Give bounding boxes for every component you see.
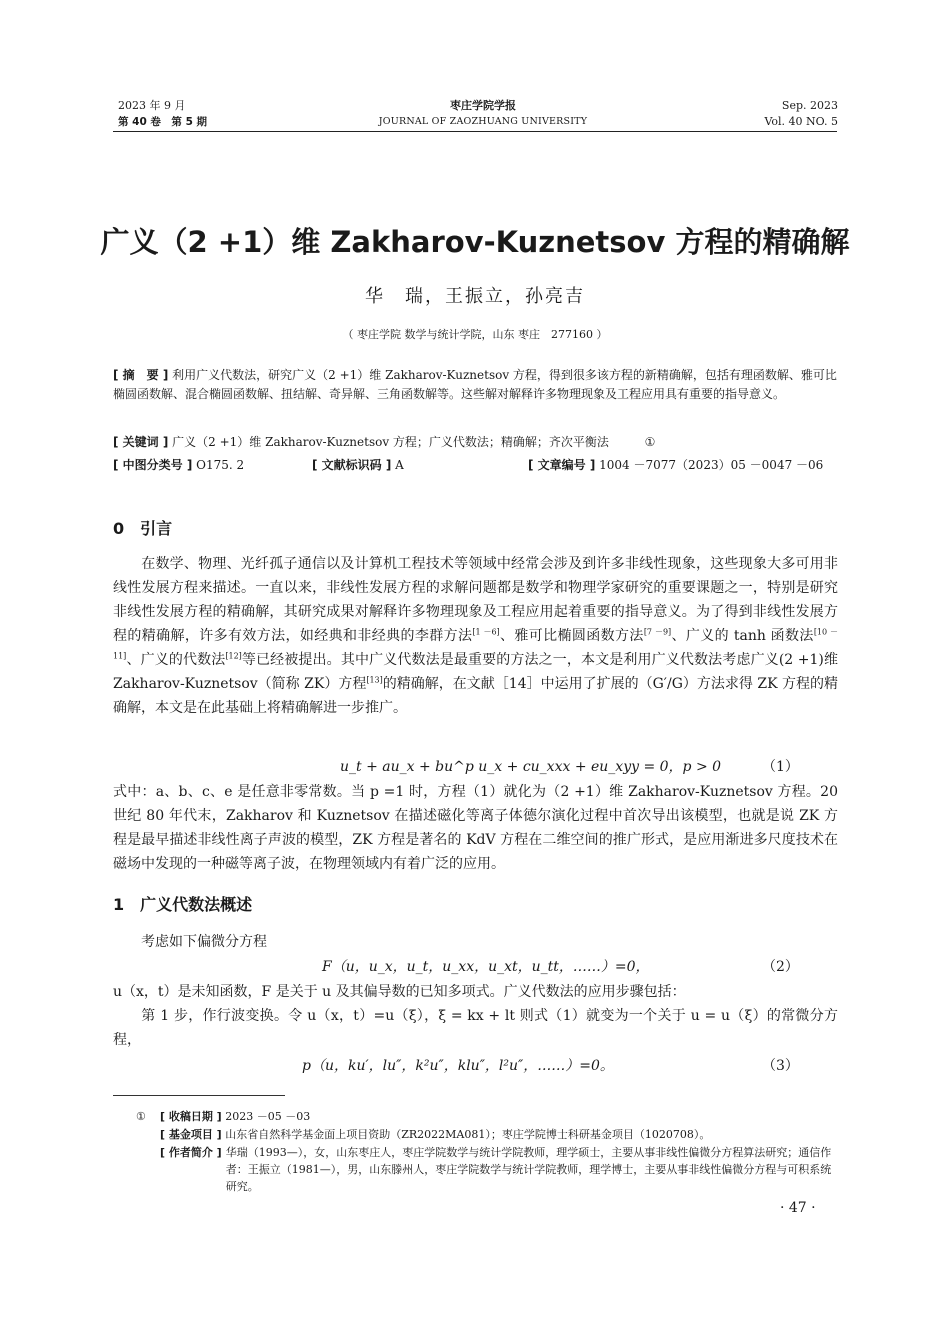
equation-2: F（u，u_x，u_t，u_xx，u_xt，u_tt，……）=0， xyxy=(322,959,650,975)
fund-label: [ 基金项目 ] xyxy=(160,1128,222,1141)
keywords-text: 广义（2 +1）维 Zakharov-Kuznetsov 方程；广义代数法；精确解；齐次平衡法 xyxy=(172,435,609,449)
abstract xyxy=(113,366,838,404)
equation-2-number: （2） xyxy=(762,959,799,975)
citation-7-9: [7 －9] xyxy=(643,627,672,637)
citation-1-6: [1 －6] xyxy=(472,627,500,637)
header-center xyxy=(330,98,636,130)
doc-code-value: A xyxy=(395,458,404,472)
journal-name-cn: 枣庄学院学报 xyxy=(450,99,516,112)
received-label: [ 收稿日期 ] xyxy=(160,1110,222,1123)
section-1-paragraph-2: u（x，t）是未知函数，F 是关于 u 及其偏导数的已知多项式。广义代数法的应用步骤包括： xyxy=(113,984,686,1000)
keywords-footnote-mark: ① xyxy=(644,435,656,449)
page-number: · 47 · xyxy=(780,1200,816,1216)
article-affiliation: （ 枣庄学院 数学与统计学院，山东 枣庄 277160 ） xyxy=(342,328,608,341)
document-code xyxy=(312,456,532,475)
section-1-heading: 1 广义代数法概述 xyxy=(113,895,253,914)
header-date-en: Sep. 2023 xyxy=(781,99,838,112)
footnote-rule xyxy=(113,1095,285,1096)
section-0-heading: 0 引言 xyxy=(113,519,173,538)
section-0-paragraph-2: 式中：a、b、c、e 是任意非零常数。当 p =1 时，方程（1）就化为（2 +1）维 Zakharov-Kuznetsov 方程。20 世纪 80 年代末，Zakharov 和 Kuznetsov 在描述磁化等离子体德尔演化过程中首次导出该模型，也就是说 ZK 方程是最早描述非线性离子声波的模型，ZK 方程是著名的 KdV 方程在二维空间的推广形式，是应用渐进多尺度技术在磁场中发现的一种磁等离子波，在物理领域内有着广泛的应用。 xyxy=(113,784,838,872)
footnote-received xyxy=(160,1108,838,1125)
fund-text: 山东省自然科学基金面上项目资助（ZR2022MA081）；枣庄学院博士科研基金项目（1020708）。 xyxy=(225,1128,711,1141)
citation-13: [13] xyxy=(366,675,383,685)
citation-10-11: [10 －11] xyxy=(113,627,839,661)
section-1-intro: 考虑如下偏微分方程 xyxy=(141,934,267,950)
clc-value: O175. 2 xyxy=(196,458,245,472)
footnote-author xyxy=(160,1144,838,1195)
journal-name-en: JOURNAL OF ZAOZHUANG UNIVERSITY xyxy=(378,116,588,127)
header-left xyxy=(118,98,207,130)
intro-text-d: 、广义的代数法 xyxy=(126,652,226,668)
intro-text-f: 的精确解，在文献［14］中运用了扩展的（G′/G）方法求得 ZK 方程的精确解，本文是在此基础上将精确解进一步推广。 xyxy=(113,676,839,716)
abstract-label: [ 摘 要 ] xyxy=(113,368,169,382)
footnote-fund xyxy=(160,1126,838,1143)
keywords-label: [ 关键词 ] xyxy=(113,435,169,449)
intro-text-b: 、雅可比椭圆函数方法 xyxy=(499,628,644,644)
step-1-text: 第 1 步，作行波变换。令 u（x，t）=u（ξ），ξ = kx + lt 则式（1）就变为一个关于 u = u（ξ）的常微分方程， xyxy=(113,1008,838,1048)
header-volume-en: Vol. 40 NO. 5 xyxy=(764,115,838,128)
equation-3: p（u，ku′，lu″，k²u″，klu″，l²u″，……）=0。 xyxy=(302,1058,614,1074)
article-authors: 华 瑞，王振立，孙亮吉 xyxy=(365,286,585,307)
intro-text-e: 等已经被提出。其中广义代数法是最重要的方法之一，本文是利用广义代数法考虑广义(2 +1)维 Zakharov-Kuznetsov（简称 ZK）方程 xyxy=(113,652,839,692)
received-date: 2023 －05 －03 xyxy=(225,1110,311,1123)
clc-label: [ 中图分类号 ] xyxy=(113,458,193,472)
intro-text-c: 、广义的 tanh 函数法 xyxy=(671,628,814,644)
citation-12: [12] xyxy=(225,651,242,661)
author-label: [ 作者简介 ] xyxy=(160,1146,222,1159)
equation-1-number: （1） xyxy=(762,759,799,775)
article-title: 广义（2 +1）维 Zakharov-Kuznetsov 方程的精确解 xyxy=(100,225,850,259)
keywords xyxy=(113,433,838,452)
article-number-value: 1004 －7077（2023）05 －0047 －06 xyxy=(599,458,824,472)
article-number xyxy=(528,456,838,475)
author-text: 华瑞（1993—），女，山东枣庄人，枣庄学院数学与统计学院教师，理学硕士，主要从事非线性偏微分方程算法研究；通信作者：王振立（1981—），男，山东滕州人，枣庄学院数学与统计学院教师，理学博士，主要从事非线性偏微分方程与可积系统研究。 xyxy=(225,1146,832,1193)
doc-code-label: [ 文献标识码 ] xyxy=(312,458,392,472)
header-date-cn: 2023 年 9 月 xyxy=(118,99,186,112)
equation-1: u_t + au_x + bu^p u_x + cu_xxx + eu_xyy = 0，p > 0 xyxy=(340,759,722,775)
header-rule xyxy=(113,131,837,132)
article-number-label: [ 文章编号 ] xyxy=(528,458,596,472)
intro-text-a: 在数学、物理、光纤孤子通信以及计算机工程技术等领域中经常会涉及到许多非线性现象，这些现象大多可用非线性发展方程来描述。一直以来，非线性发展方程的求解问题都是数学和物理学家研究的重要课题之一，特别是研究非线性发展方程的精确解，其研究成果对解释许多物理现象及工程应用起着重要的指导意义。为了得到非线性发展方程的精确解，许多有效方法，如经典和非经典的李群方法 xyxy=(113,556,838,644)
section-1-paragraph-1 xyxy=(113,930,838,954)
section-0-paragraph-1 xyxy=(113,552,838,720)
equation-3-number: （3） xyxy=(762,1058,799,1074)
abstract-text: 利用广义代数法，研究广义（2 +1）维 Zakharov-Kuznetsov 方程，得到很多该方程的新精确解，包括有理函数解、雅可比椭圆函数解、混合椭圆函数解、扭结解、奇异解、三角函数解等。这些解对解释许多物理现象及工程应用具有重要的指导意义。 xyxy=(113,368,837,401)
footnote-mark: ① xyxy=(136,1110,146,1123)
header-volume-cn: 第 40 卷 第 5 期 xyxy=(118,116,208,128)
section-1-paragraph-3 xyxy=(113,1004,838,1052)
header-right xyxy=(764,98,838,130)
